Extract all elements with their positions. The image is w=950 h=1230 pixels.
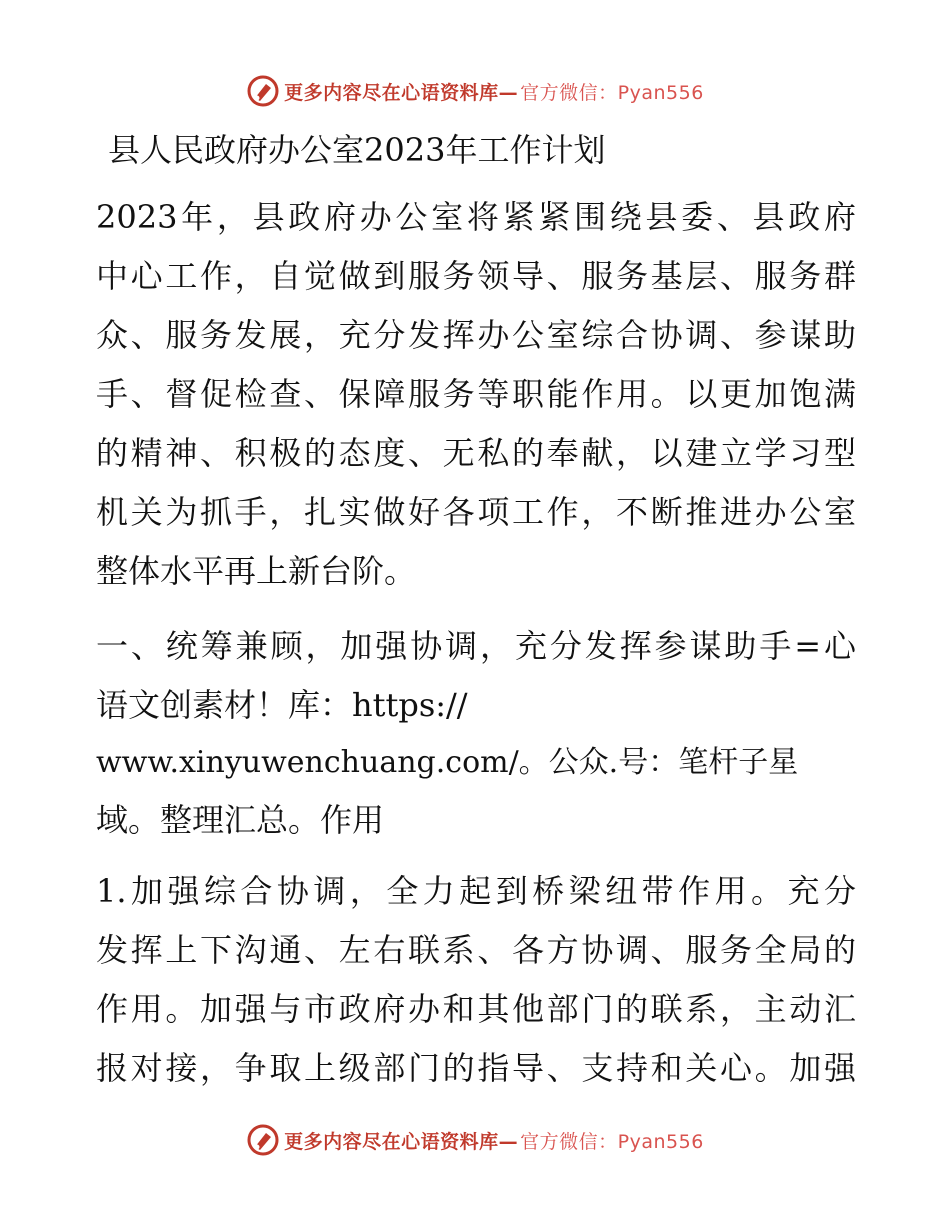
text-line: 手、督促检查、保障服务等职能作用。以更加饱满: [96, 375, 856, 413]
paragraph-intro: [96, 188, 856, 601]
banner-text: 更多内容尽在心语资料库—: [284, 81, 519, 104]
text-line: 2023年，县政府办公室将紧紧围绕县委、县政府: [96, 198, 856, 236]
document-title: 县人民政府办公室2023年工作计划: [108, 131, 606, 169]
text-line: 一、统筹兼顾，加强协调，充分发挥参谋助手=心: [96, 627, 856, 665]
text-line: 机关为抓手，扎实做好各项工作，不断推进办公室: [96, 493, 856, 531]
footer-watermark-banner: [0, 1120, 950, 1160]
text-line: 域。整理汇总。作用: [96, 801, 385, 839]
header-watermark-banner: [0, 71, 950, 111]
banner-wechat: 官方微信：Pyan556: [520, 1130, 704, 1153]
text-line: 整体水平再上新台阶。: [96, 552, 417, 590]
text-line: 发挥上下沟通、左右联系、各方协调、服务全局的: [96, 931, 856, 969]
text-line: 报对接，争取上级部门的指导、支持和关心。加强: [96, 1049, 856, 1087]
text-line: 作用。加强与市政府办和其他部门的联系，主动汇: [96, 990, 856, 1028]
banner-text: 更多内容尽在心语资料库—: [284, 1130, 519, 1153]
text-line: 中心工作，自觉做到服务领导、服务基层、服务群: [96, 257, 856, 295]
text-line: www.xinyuwenchuang.com/。公众.号：笔杆子星: [96, 745, 799, 780]
text-line: 语文创素材！库：https://: [96, 686, 468, 724]
text-line: 的精神、积极的态度、无私的奉献，以建立学习型: [96, 434, 856, 472]
text-line: 众、服务发展，充分发挥办公室综合协调、参谋助: [96, 316, 856, 354]
banner-wechat: 官方微信：Pyan556: [520, 81, 704, 104]
paragraph-item-1: [96, 862, 856, 1098]
text-line: 1.加强综合协调，全力起到桥梁纽带作用。充分: [96, 872, 856, 910]
paragraph-section-heading: [96, 617, 856, 850]
pen-logo-icon: [246, 1123, 280, 1157]
pen-logo-icon: [246, 74, 280, 108]
